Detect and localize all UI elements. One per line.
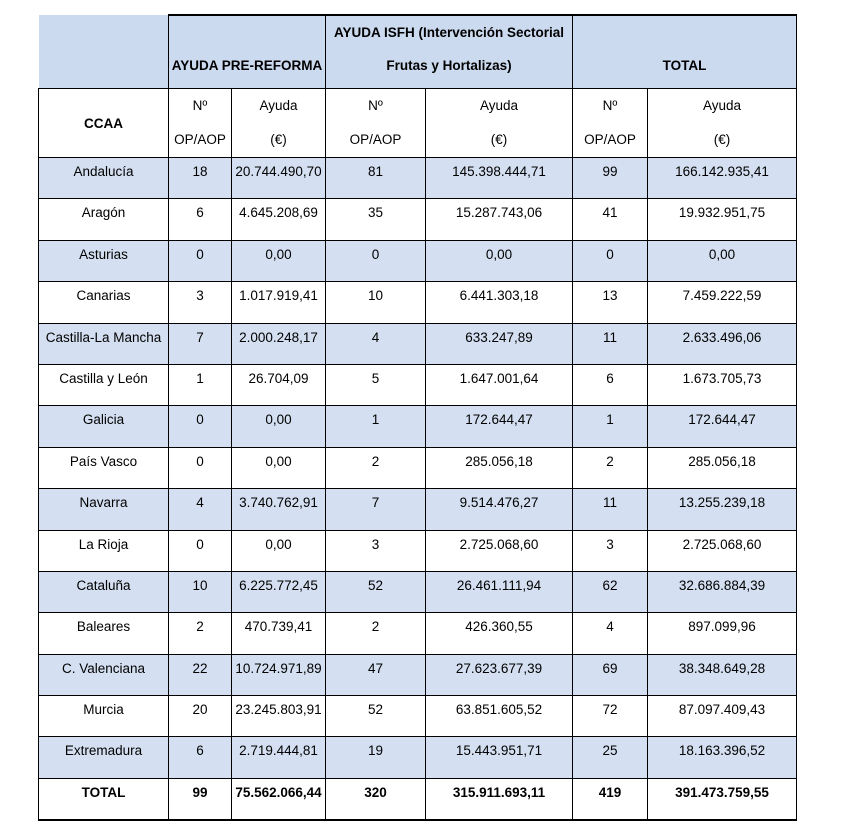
header-total-label: TOTAL [662,58,707,73]
table-row [39,654,797,695]
isfh-num-total-cell: 320 [326,778,426,820]
pre-ayuda-cell: 20.744.490,70 [232,158,326,199]
subheader-num-total [573,89,648,158]
total-ayuda-cell: 0,00 [648,240,797,281]
isfh-num-cell: 2 [326,613,426,654]
total-num-cell: 25 [573,737,648,778]
total-ayuda-cell: 166.142.935,41 [648,158,797,199]
total-num-total-cell: 419 [573,778,648,820]
table-row [39,613,797,654]
ccaa-cell: País Vasco [39,447,169,488]
isfh-ayuda-cell: 63.851.605,52 [426,696,573,737]
pre-num-cell: 0 [169,530,232,571]
isfh-num-cell: 52 [326,571,426,612]
total-ayuda-total-cell: 391.473.759,55 [648,778,797,820]
total-num-cell: 69 [573,654,648,695]
subheader-num-isfh [326,89,426,158]
euro-label: (€) [490,132,508,147]
pre-num-cell: 20 [169,696,232,737]
total-num-cell: 6 [573,364,648,405]
pre-ayuda-cell: 3.740.762,91 [232,489,326,530]
total-ayuda-cell: 172.644,47 [648,406,797,447]
pre-num-cell: 10 [169,571,232,612]
total-num-cell: 2 [573,447,648,488]
header-total [573,15,797,89]
total-num-cell: 1 [573,406,648,447]
total-ayuda-cell: 2.725.068,60 [648,530,797,571]
pre-ayuda-cell: 23.245.803,91 [232,696,326,737]
subheader-ayuda-total [648,89,797,158]
ccaa-cell: Aragón [39,199,169,240]
pre-ayuda-total-cell: 75.562.066,44 [232,778,326,820]
total-label-cell: TOTAL [39,778,169,820]
isfh-num-cell: 10 [326,282,426,323]
isfh-ayuda-cell: 285.056,18 [426,447,573,488]
isfh-num-cell: 7 [326,489,426,530]
pre-ayuda-cell: 0,00 [232,530,326,571]
pre-ayuda-cell: 0,00 [232,240,326,281]
total-ayuda-cell: 285.056,18 [648,447,797,488]
euro-label: (€) [270,132,287,147]
pre-ayuda-cell: 0,00 [232,447,326,488]
pre-ayuda-cell: 6.225.772,45 [232,571,326,612]
pre-num-cell: 6 [169,199,232,240]
isfh-ayuda-cell: 2.725.068,60 [426,530,573,571]
total-num-cell: 4 [573,613,648,654]
ccaa-cell: Baleares [39,613,169,654]
ccaa-cell: Extremadura [39,737,169,778]
total-row [39,778,797,820]
pre-num-cell: 22 [169,654,232,695]
isfh-ayuda-cell: 145.398.444,71 [426,158,573,199]
total-ayuda-cell: 2.633.496,06 [648,323,797,364]
isfh-num-cell: 52 [326,696,426,737]
table-row [39,447,797,488]
ccaa-cell: Andalucía [39,158,169,199]
total-num-cell: 41 [573,199,648,240]
ccaa-cell: Navarra [39,489,169,530]
pre-ayuda-cell: 26.704,09 [232,364,326,405]
pre-ayuda-cell: 470.739,41 [232,613,326,654]
euro-label: (€) [713,132,731,147]
total-num-cell: 3 [573,530,648,571]
isfh-ayuda-total-cell: 315.911.693,11 [426,778,573,820]
opaop-label: OP/AOP [174,132,226,147]
pre-num-cell: 2 [169,613,232,654]
pre-num-cell: 7 [169,323,232,364]
ayuda-label: Ayuda [702,98,742,113]
isfh-ayuda-cell: 26.461.111,94 [426,571,573,612]
isfh-ayuda-cell: 0,00 [426,240,573,281]
isfh-num-cell: 19 [326,737,426,778]
ccaa-aid-table [38,14,797,821]
total-ayuda-cell: 18.163.396,52 [648,737,797,778]
isfh-ayuda-cell: 633.247,89 [426,323,573,364]
isfh-num-cell: 35 [326,199,426,240]
ccaa-cell: Castilla y León [39,364,169,405]
isfh-ayuda-cell: 1.647.001,64 [426,364,573,405]
isfh-ayuda-cell: 15.443.951,71 [426,737,573,778]
total-ayuda-cell: 19.932.951,75 [648,199,797,240]
isfh-num-cell: 3 [326,530,426,571]
subheader-num-pre [169,89,232,158]
isfh-num-cell: 1 [326,406,426,447]
table-row [39,489,797,530]
header-isfh-line2: Frutas y Hortalizas) [386,58,512,73]
opaop-label: OP/AOP [349,132,402,147]
pre-num-cell: 4 [169,489,232,530]
ccaa-cell: Castilla-La Mancha [39,323,169,364]
total-num-cell: 99 [573,158,648,199]
header-isfh [326,15,573,89]
table-row [39,696,797,737]
num-label: Nº [368,98,383,113]
total-ayuda-cell: 897.099,96 [648,613,797,654]
header-isfh-line1: AYUDA ISFH (Intervención Sectorial [333,25,565,40]
total-ayuda-cell: 7.459.222,59 [648,282,797,323]
isfh-ayuda-cell: 426.360,55 [426,613,573,654]
subheader-ayuda-pre [232,89,326,158]
ayuda-label: Ayuda [259,98,298,113]
header-pre-reforma [169,15,326,89]
total-ayuda-cell: 13.255.239,18 [648,489,797,530]
num-label: Nº [192,98,208,113]
ccaa-cell: La Rioja [39,530,169,571]
opaop-label: OP/AOP [584,132,636,147]
total-num-cell: 72 [573,696,648,737]
isfh-ayuda-cell: 9.514.476,27 [426,489,573,530]
pre-num-cell: 3 [169,282,232,323]
isfh-ayuda-cell: 6.441.303,18 [426,282,573,323]
pre-ayuda-cell: 2.000.248,17 [232,323,326,364]
total-num-cell: 11 [573,323,648,364]
pre-num-total-cell: 99 [169,778,232,820]
table-row [39,364,797,405]
table-row [39,240,797,281]
isfh-num-cell: 5 [326,364,426,405]
isfh-ayuda-cell: 27.623.677,39 [426,654,573,695]
table-row [39,323,797,364]
pre-ayuda-cell: 4.645.208,69 [232,199,326,240]
pre-num-cell: 0 [169,447,232,488]
table-row [39,199,797,240]
table-row [39,406,797,447]
table-row [39,737,797,778]
pre-num-cell: 18 [169,158,232,199]
ccaa-cell: Cataluña [39,571,169,612]
ayuda-label: Ayuda [479,98,519,113]
isfh-num-cell: 47 [326,654,426,695]
table-row [39,282,797,323]
pre-ayuda-cell: 1.017.919,41 [232,282,326,323]
ccaa-cell: Galicia [39,406,169,447]
num-label: Nº [602,98,618,113]
pre-num-cell: 0 [169,240,232,281]
header-empty-cell [39,15,169,89]
header-band-row [39,15,797,89]
table-row [39,571,797,612]
ccaa-cell: C. Valenciana [39,654,169,695]
sub-header-row [39,89,797,158]
ccaa-cell: Canarias [39,282,169,323]
pre-num-cell: 6 [169,737,232,778]
total-num-cell: 11 [573,489,648,530]
isfh-ayuda-cell: 172.644,47 [426,406,573,447]
subheader-ayuda-isfh [426,89,573,158]
isfh-ayuda-cell: 15.287.743,06 [426,199,573,240]
total-ayuda-cell: 32.686.884,39 [648,571,797,612]
pre-num-cell: 1 [169,364,232,405]
pre-ayuda-cell: 10.724.971,89 [232,654,326,695]
total-num-cell: 0 [573,240,648,281]
isfh-num-cell: 81 [326,158,426,199]
ccaa-cell: Asturias [39,240,169,281]
ccaa-header-cell: CCAA [39,89,169,158]
total-ayuda-cell: 38.348.649,28 [648,654,797,695]
pre-ayuda-cell: 2.719.444,81 [232,737,326,778]
header-pre-reforma-label: AYUDA PRE-REFORMA [171,58,323,73]
isfh-num-cell: 4 [326,323,426,364]
total-num-cell: 62 [573,571,648,612]
ccaa-cell: Murcia [39,696,169,737]
isfh-num-cell: 2 [326,447,426,488]
total-ayuda-cell: 1.673.705,73 [648,364,797,405]
pre-num-cell: 0 [169,406,232,447]
isfh-num-cell: 0 [326,240,426,281]
pre-ayuda-cell: 0,00 [232,406,326,447]
table-row [39,158,797,199]
total-num-cell: 13 [573,282,648,323]
table-row [39,530,797,571]
total-ayuda-cell: 87.097.409,43 [648,696,797,737]
